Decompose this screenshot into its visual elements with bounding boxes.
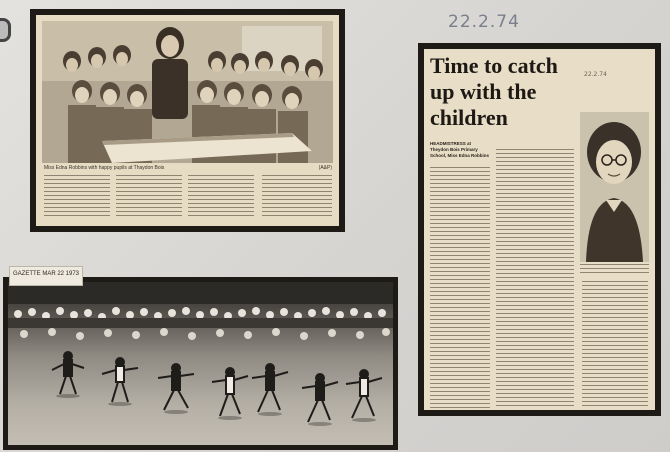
portrait-photo: [580, 112, 649, 262]
classroom-text-column-1: [44, 175, 110, 217]
dance-photo: [8, 282, 393, 445]
portrait-image: [580, 112, 649, 262]
classroom-caption-credit: (A&P): [318, 165, 332, 171]
clipping-dance: [3, 277, 398, 450]
classroom-caption: [44, 165, 332, 174]
headline-line-1: Time to catch: [430, 53, 558, 78]
binder-ring: [0, 18, 11, 42]
handwritten-date: 22.2.74: [448, 12, 520, 32]
gazette-label: GAZETTE MAR 22 1973: [9, 266, 83, 286]
article-note-date: 22.2.74: [584, 71, 607, 78]
classroom-text-column-4: [262, 175, 332, 217]
article-text-column-3: [582, 281, 648, 409]
article-text-column-1: [430, 167, 490, 409]
article-lead: HEADMISTRESS at Theydon Bois Primary School, Miss Edna Robbins: [430, 141, 490, 158]
headline-line-3: children: [430, 105, 508, 130]
headline-line-2: up with the: [430, 79, 537, 104]
portrait-caption-lines: [580, 264, 649, 274]
dance-photo-image: [8, 282, 393, 445]
classroom-photo-image: [42, 21, 333, 163]
classroom-text-column-3: [188, 175, 254, 217]
clipping-article: [418, 43, 661, 416]
portrait-caption: [580, 264, 649, 274]
clipping-article-newsprint: [424, 49, 655, 410]
article-headline: [430, 53, 580, 131]
article-text-column-2: [496, 149, 574, 409]
clipping-classroom-newsprint: [36, 15, 339, 226]
classroom-caption-text: Miss Edna Robbins with happy pupils at Thaydon Bois: [44, 165, 165, 171]
clipping-classroom: [30, 9, 345, 232]
classroom-photo: [42, 21, 333, 163]
classroom-text-column-2: [116, 175, 182, 217]
